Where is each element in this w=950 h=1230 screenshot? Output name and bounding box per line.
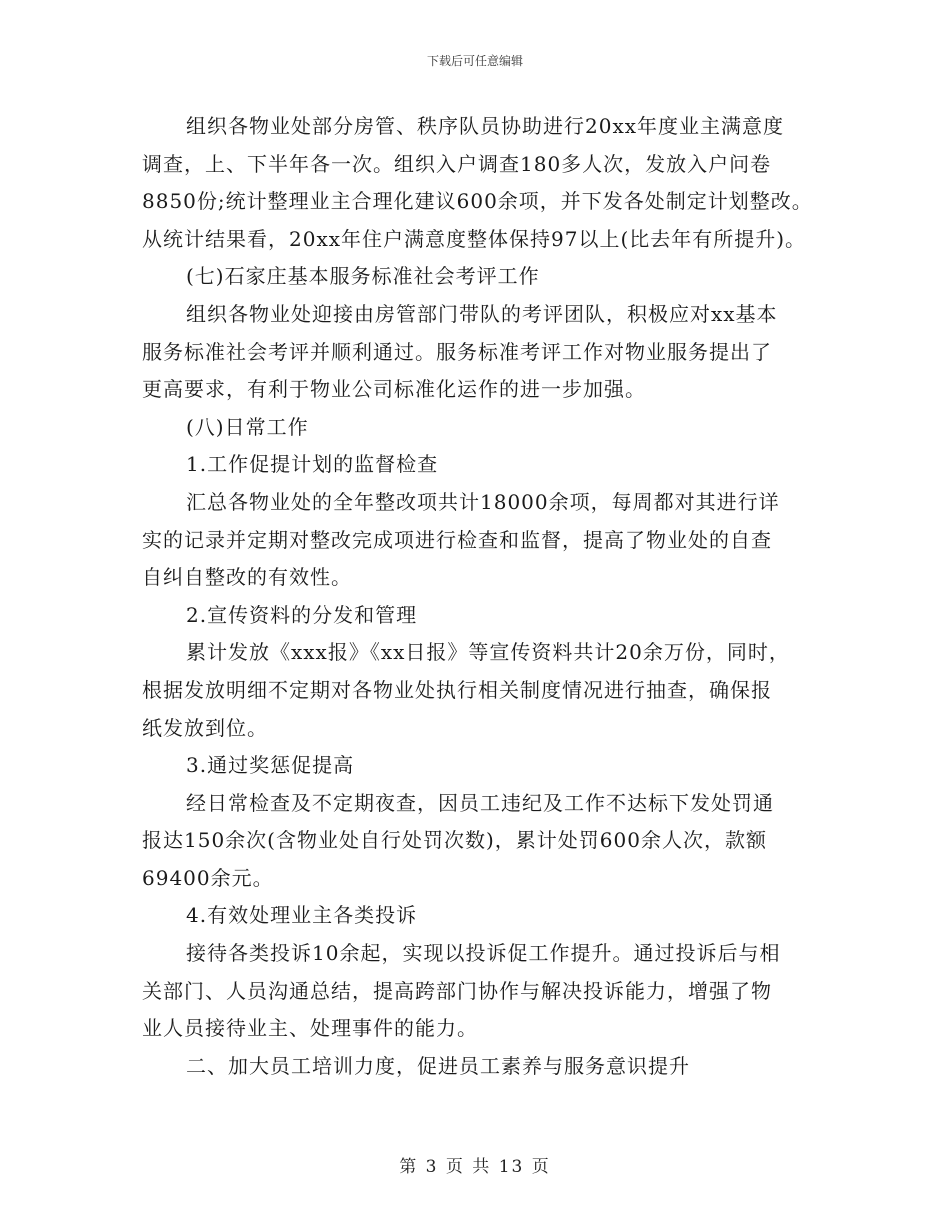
text-line: 1.工作促提计划的监督检查: [186, 452, 439, 477]
text-line: 组织各物业处迎接由房管部门带队的考评团队，积极应对xx基本: [186, 301, 778, 326]
text-line: 69400余元。: [142, 865, 274, 890]
text-line: 二、加大员工培训力度，促进员工素养与服务意识提升: [186, 1053, 690, 1078]
text-line: 关部门、人员沟通总结，提高跨部门协作与解决投诉能力，增强了物: [142, 978, 772, 1003]
text-line: 4.有效处理业主各类投诉: [186, 903, 418, 928]
page-header: 下载后可任意编辑: [426, 54, 523, 68]
text-line: 组织各物业处部分房管、秩序队员协助进行20xx年度业主满意度: [186, 114, 785, 138]
text-line: 经日常检查及不定期夜查，因员工违纪及工作不达标下发处罚通: [186, 790, 774, 815]
text-line: 实的记录并定期对整改完成项进行检查和监督，提高了物业处的自查: [142, 527, 772, 552]
text-line: 3.通过奖惩促提高: [186, 753, 355, 778]
text-line: 汇总各物业处的全年整改项共计18000余项，每周都对其进行详: [186, 489, 780, 514]
text-line: 接待各类投诉10余起，实现以投诉促工作提升。通过投诉后与相: [186, 941, 781, 966]
text-line: 服务标准社会考评并顺利通过。服务标准考评工作对物业服务提出了: [142, 339, 772, 364]
text-line: 8850份;统计整理业主合理化建议600余项，并下发各处制定计划整改。: [142, 189, 813, 214]
text-line: (七)石家庄基本服务标准社会考评工作: [186, 264, 540, 289]
page-number: 第 3 页 共 13 页: [399, 1157, 551, 1177]
text-line: 根据发放明细不定期对各物业处执行相关制度情况进行抽查，确保报: [142, 677, 772, 702]
document-body: [142, 108, 822, 1085]
text-line: (八)日常工作: [186, 414, 309, 439]
text-line: 调查，上、下半年各一次。组织入户调查180多人次，发放入户问卷: [142, 151, 772, 176]
text-line: 报达150余次(含物业处自行处罚次数)，累计处罚600余人次，款额: [142, 828, 767, 853]
text-line: 业人员接待业主、处理事件的能力。: [142, 1016, 478, 1041]
text-line: 从统计结果看，20xx年住户满意度整体保持97以上(比去年有所提升)。: [142, 226, 807, 251]
text-line: 自纠自整改的有效性。: [142, 565, 352, 590]
text-line: 纸发放到位。: [142, 715, 268, 740]
text-line: 累计发放《xxx报》《xx日报》等宣传资料共计20余万份，同时，: [186, 640, 790, 665]
text-line: 2.宣传资料的分发和管理: [186, 602, 418, 627]
text-line: 更高要求，有利于物业公司标准化运作的进一步加强。: [142, 377, 646, 402]
